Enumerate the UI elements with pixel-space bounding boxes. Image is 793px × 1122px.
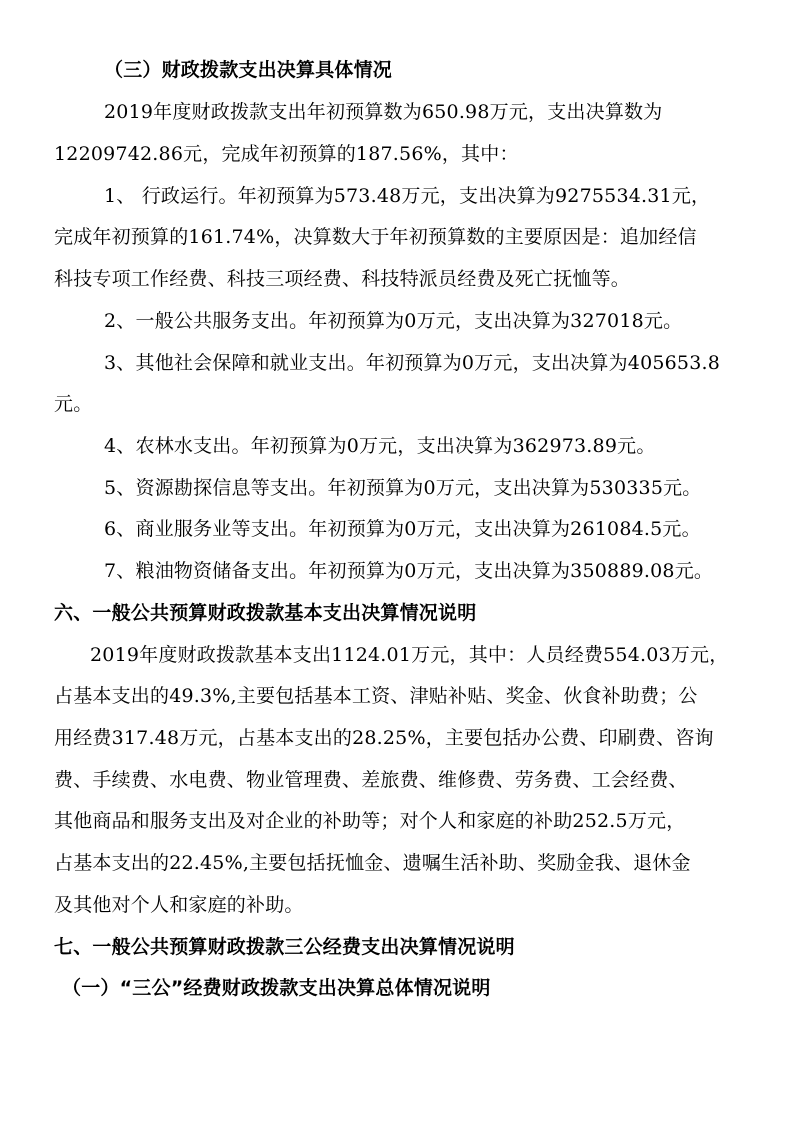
section6-heading: 六、一般公共预算财政拨款基本支出决算情况说明	[54, 602, 477, 624]
section7-subheading: （一）“三公”经费财政拨款支出决算总体情况说明	[62, 977, 491, 999]
item4: 4、农林水支出。年初预算为0万元，支出决算为362973.89元。	[104, 435, 656, 457]
item3-line2: 元。	[54, 393, 93, 415]
item5: 5、资源勘探信息等支出。年初预算为0万元，支出决算为530335元。	[104, 477, 702, 499]
item7: 7、粮油物资储备支出。年初预算为0万元，支出决算为350889.08元。	[104, 560, 714, 582]
item1-line1: 1、 行政运行。年初预算为573.48万元，支出决算为9275534.31元，	[104, 185, 711, 207]
section6-line3: 用经费317.48万元，占基本支出的28.25%，主要包括办公费、印刷费、咨询	[54, 727, 714, 749]
section3-intro-line2: 12209742.86元，完成年初预算的187.56%，其中：	[54, 143, 519, 165]
section6-line1: 2019年度财政拨款基本支出1124.01万元，其中：人员经费554.03万元，	[90, 644, 729, 666]
section7-heading: 七、一般公共预算财政拨款三公经费支出决算情况说明	[54, 936, 515, 958]
section3-heading: （三）财政拨款支出决算具体情况	[104, 59, 393, 81]
item1-line2: 完成年初预算的161.74%，决算数大于年初预算数的主要原因是：追加经信	[54, 226, 697, 248]
section6-line2: 占基本支出的49.3%,主要包括基本工资、津贴补贴、奖金、伙食补助费；公	[54, 685, 698, 707]
item1-line3: 科技专项工作经费、科技三项经费、科技特派员经费及死亡抚恤等。	[54, 268, 631, 290]
section6-line4: 费、手续费、水电费、物业管理费、差旅费、维修费、劳务费、工会经费、	[54, 769, 688, 791]
section6-line6: 占基本支出的22.45%,主要包括抚恤金、遗嘱生活补助、奖励金我、退休金	[54, 852, 691, 874]
section6-line7: 及其他对个人和家庭的补助。	[54, 894, 304, 916]
item3-line1: 3、其他社会保障和就业支出。年初预算为0万元，支出决算为405653.8	[104, 352, 721, 374]
item6: 6、商业服务业等支出。年初预算为0万元，支出决算为261084.5元。	[104, 518, 701, 540]
section3-intro-line1: 2019年度财政拨款支出年初预算数为650.98万元，支出决算数为	[104, 101, 663, 123]
item2: 2、一般公共服务支出。年初预算为0万元，支出决算为327018元。	[104, 310, 683, 332]
section6-line5: 其他商品和服务支出及对企业的补助等；对个人和家庭的补助252.5万元，	[54, 810, 686, 832]
